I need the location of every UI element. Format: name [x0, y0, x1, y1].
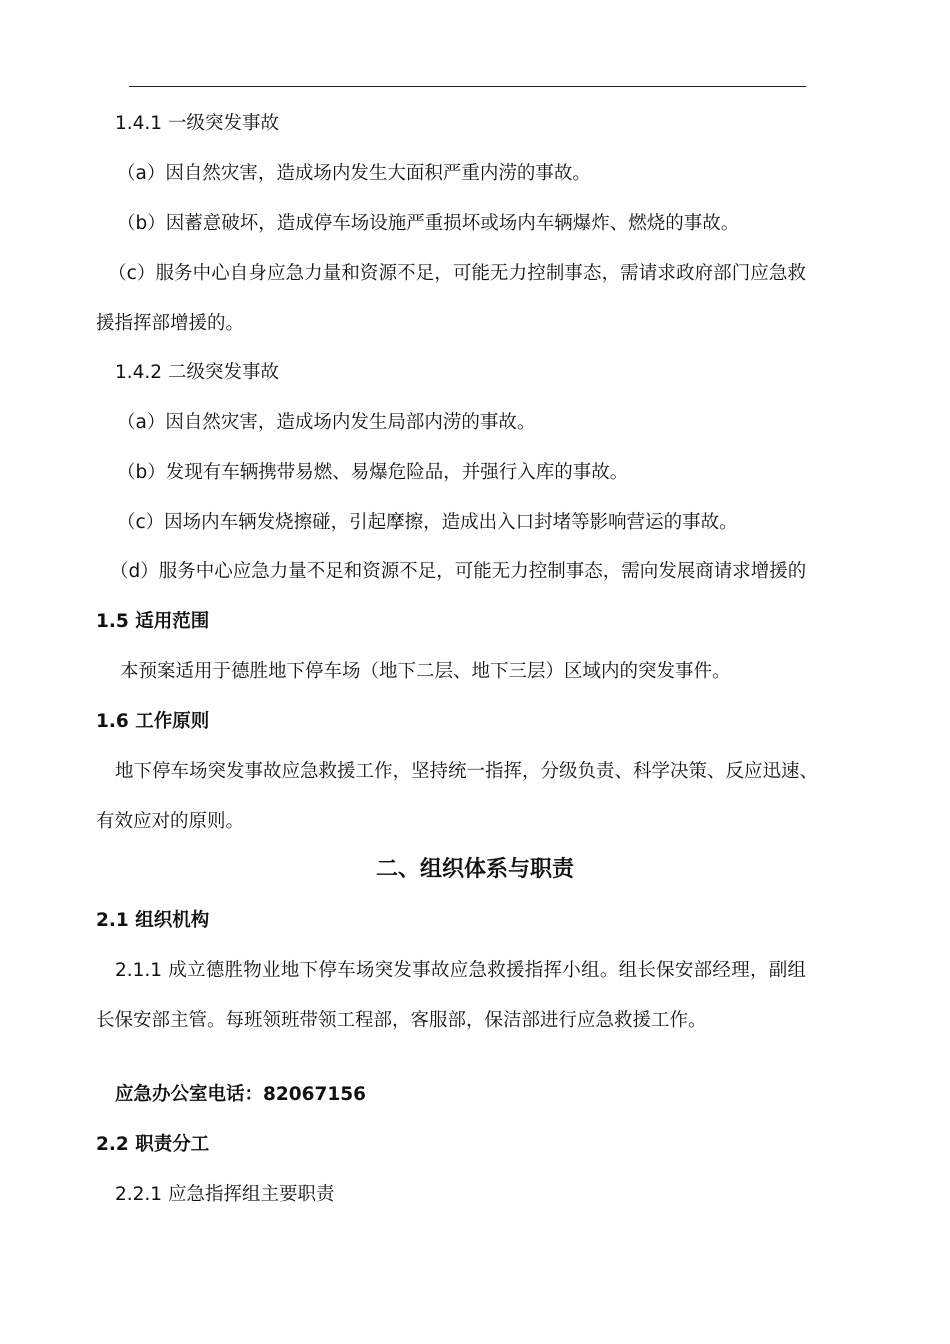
paragraph-1-4-2-a: （a）因自然灾害，造成场内发生局部内涝的事故。 — [117, 412, 536, 433]
header-rule — [129, 86, 806, 87]
paragraph-2-1-1: 2.1.1 成立德胜物业地下停车场突发事故应急救援指挥小组。组长保安部经理，副组 — [115, 960, 806, 981]
section-heading-2-1: 2.1 组织机构 — [96, 910, 210, 931]
section-heading-1-6: 1.6 工作原则 — [96, 711, 210, 732]
paragraph-1-5: 本预案适用于德胜地下停车场（地下二层、地下三层）区域内的突发事件。 — [120, 661, 731, 682]
paragraph-1-6-cont: 有效应对的原则。 — [96, 811, 245, 832]
paragraph-1-4-1-a: （a）因自然灾害，造成场内发生大面积严重内涝的事故。 — [117, 163, 591, 184]
subsection-2-2-1: 2.2.1 应急指挥组主要职责 — [115, 1184, 335, 1205]
subsection-1-4-1: 1.4.1 一级突发事故 — [115, 113, 279, 134]
paragraph-1-4-2-d: （d）服务中心应急力量不足和资源不足，可能无力控制事态，需向发展商请求增援的 — [110, 561, 807, 582]
section-heading-2-2: 2.2 职责分工 — [96, 1134, 210, 1155]
paragraph-1-4-2-b: （b）发现有车辆携带易燃、易爆危险品，并强行入库的事故。 — [117, 462, 629, 483]
paragraph-2-1-1-cont: 长保安部主管。每班领班带领工程部，客服部，保洁部进行应急救援工作。 — [96, 1010, 707, 1031]
chapter-title-2: 二、组织体系与职责 — [375, 857, 574, 882]
subsection-1-4-2: 1.4.2 二级突发事故 — [115, 362, 279, 383]
paragraph-1-4-2-c: （c）因场内车辆发烧擦碰，引起摩擦，造成出入口封堵等影响营运的事故。 — [117, 512, 738, 533]
paragraph-1-4-1-b: （b）因蓄意破坏，造成停车场设施严重损坏或场内车辆爆炸、燃烧的事故。 — [117, 213, 740, 234]
paragraph-1-4-1-c-cont: 援指挥部增援的。 — [96, 313, 245, 334]
emergency-office-phone: 应急办公室电话：82067156 — [115, 1084, 366, 1105]
section-heading-1-5: 1.5 适用范围 — [96, 611, 210, 632]
paragraph-1-6: 地下停车场突发事故应急救援工作，坚持统一指挥，分级负责、科学决策、反应迅速、 — [115, 761, 819, 782]
paragraph-1-4-1-c: （c）服务中心自身应急力量和资源不足，可能无力控制事态，需请求政府部门应急救 — [108, 263, 806, 284]
